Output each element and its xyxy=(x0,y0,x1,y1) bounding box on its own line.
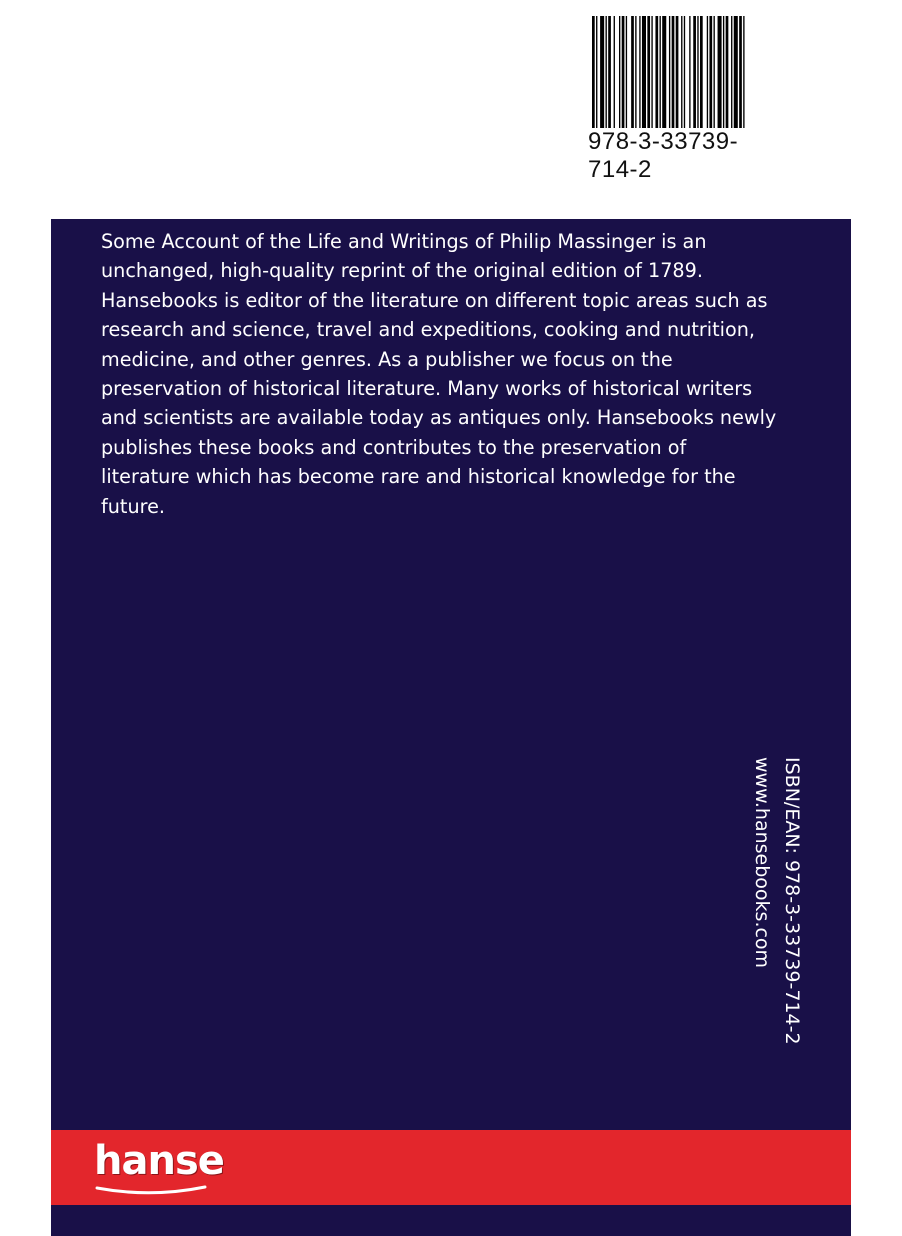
barcode-bars xyxy=(590,16,782,128)
isbn-line: ISBN/EAN: 978-3-33739-714-2 xyxy=(781,757,803,1045)
book-description: Some Account of the Life and Writings of Philip Massinger is an unchanged, high-quality reprint of the original edition of 1789. Hansebooks is editor of the literature on different topic areas such as research and science, travel and expeditions, cooking and nutrition, medicine, and other genres. As a publisher we focus on the preservation of historical literature. Many works of historical writers and scientists are available today as antiques only. Hansebooks newly publishes these books and contributes to the preservation of literature which has become rare and historical knowledge for the future. xyxy=(101,230,777,518)
hanse-logo: hanse xyxy=(94,1138,224,1184)
barcode-number: 978-3-33739-714-2 xyxy=(588,128,739,183)
spine-info xyxy=(743,757,807,1067)
back-cover-panel xyxy=(51,219,851,1236)
publisher-band xyxy=(51,1130,851,1205)
website-line: www.hansebooks.com xyxy=(751,757,773,969)
barcode xyxy=(590,16,782,128)
logo-swoosh-icon xyxy=(95,1184,207,1196)
